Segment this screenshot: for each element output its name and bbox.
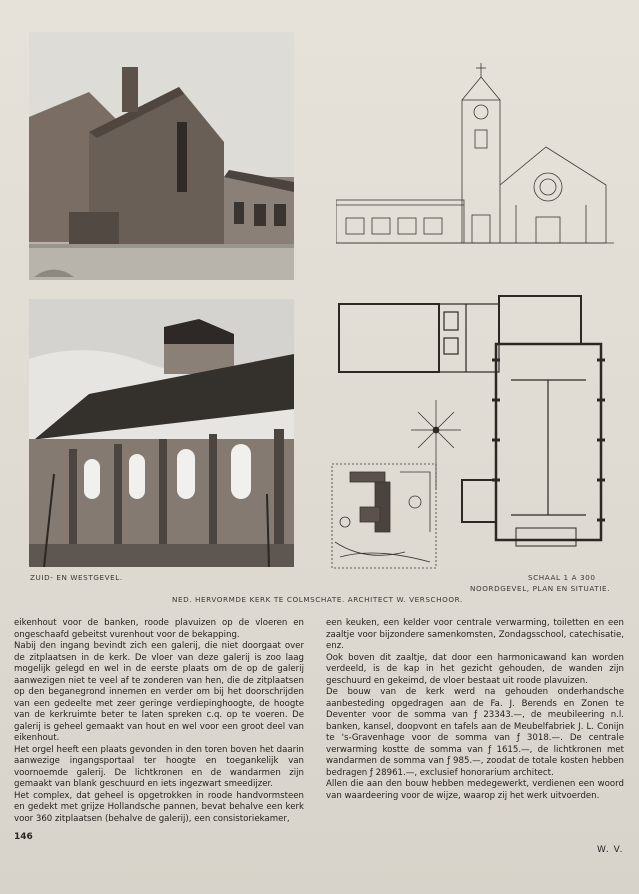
caption-right: NOORDGEVEL, PLAN EN SITUATIE. — [470, 584, 611, 593]
page-number: 146 — [14, 832, 33, 842]
paragraph: Ook boven dit zaaltje, dat door een harmonicawand kan worden verdeeld, is de kap in het gezicht gehouden, de wanden zijn geschuurd en gekeimd, de vloer bestaat uit roode plavuizen. — [326, 652, 624, 686]
paragraph: Het complex, dat geheel is opgetrokken in roode handvormsteen en gedekt met grijze Hollandsche pannen, bevat behalve een kerk voor 360 zitplaatsen (behalve de galerij), een consistoriekamer, — [14, 790, 304, 824]
paragraph: eikenhout voor de banken, roode plavuizen op de vloeren en ongeschaafd gebeitst vurenhout voor de bekapping. — [14, 618, 304, 640]
article-left-column — [14, 618, 304, 825]
paragraph: Nabij den ingang bevindt zich een galerij, die niet doorgaat over de zitplaatsen in de kerk. De vloer van deze galerij is zoo laag mogelijk gelegd en wel in de eerste plaats om de op de galerij aanwezigen niet te veel af te zonderen van hen, die de zitplaatsen op den beganegrond innemen en verder om bij het doorschrijden van een gedeelte met zeer geringe verdiepinghoogte, de hoogte van de kerkruimte beter te laten spreken c.q. op te voeren. De galerij is geheel gemaakt van hout en wel voor een groot deel van eikenhout. — [14, 641, 304, 743]
paragraph: Het orgel heeft een plaats gevonden in den toren boven het daarin aanwezige ingangsportaal ter hoogte en toegankelijk van voornoemde galerij. De lichtkronen en de wandarmen zijn gemaakt van blank geschuurd en iets ingezwart smeedijzer. — [14, 744, 304, 789]
paragraph: Allen die aan den bouw hebben medegewerkt, verdienen een woord van waardeering voor de wijze, waarop zij het werk uitvoerden. — [326, 779, 624, 801]
church-photo-south-west — [29, 32, 294, 280]
paragraph: De bouw van de kerk werd na gehouden onderhandsche aanbesteding opgedragen aan de Fa. J. Berends en Zonen te Deventer voor de somma van ƒ 23343.—, de meubileering n.l. banken, kansel, doopvont en tafels aan de Meubelfabriek J. L. Conijn te 's-Gravenhage voor de somma van ƒ 3018.—. De centrale verwarming kostte de somma van ƒ 1615.—, de lichtkronen met wandarmen de somma van ƒ 985.—, zoodat de totale kosten hebben bedragen ƒ 28961.—, exclusief honorarium architect. — [326, 687, 624, 778]
church-photo-north — [29, 299, 294, 567]
caption-title: NED. HERVORMDE KERK TE COLMSCHATE. ARCHITECT W. VERSCHOOR. — [172, 595, 463, 604]
paragraph: een keuken, een kelder voor centrale verwarming, toiletten en een zaaltje voor bijzondere samenkomsten, Zondagsschool, catechisatie, enz. — [326, 618, 624, 651]
caption-left: ZUID- EN WESTGEVEL. — [30, 573, 123, 582]
caption-scale: SCHAAL 1 A 300 — [528, 573, 596, 582]
site-plan — [330, 462, 438, 570]
author-signature: W. V. — [597, 845, 624, 855]
article-right-column — [326, 618, 624, 802]
elevation-drawing — [336, 55, 614, 245]
